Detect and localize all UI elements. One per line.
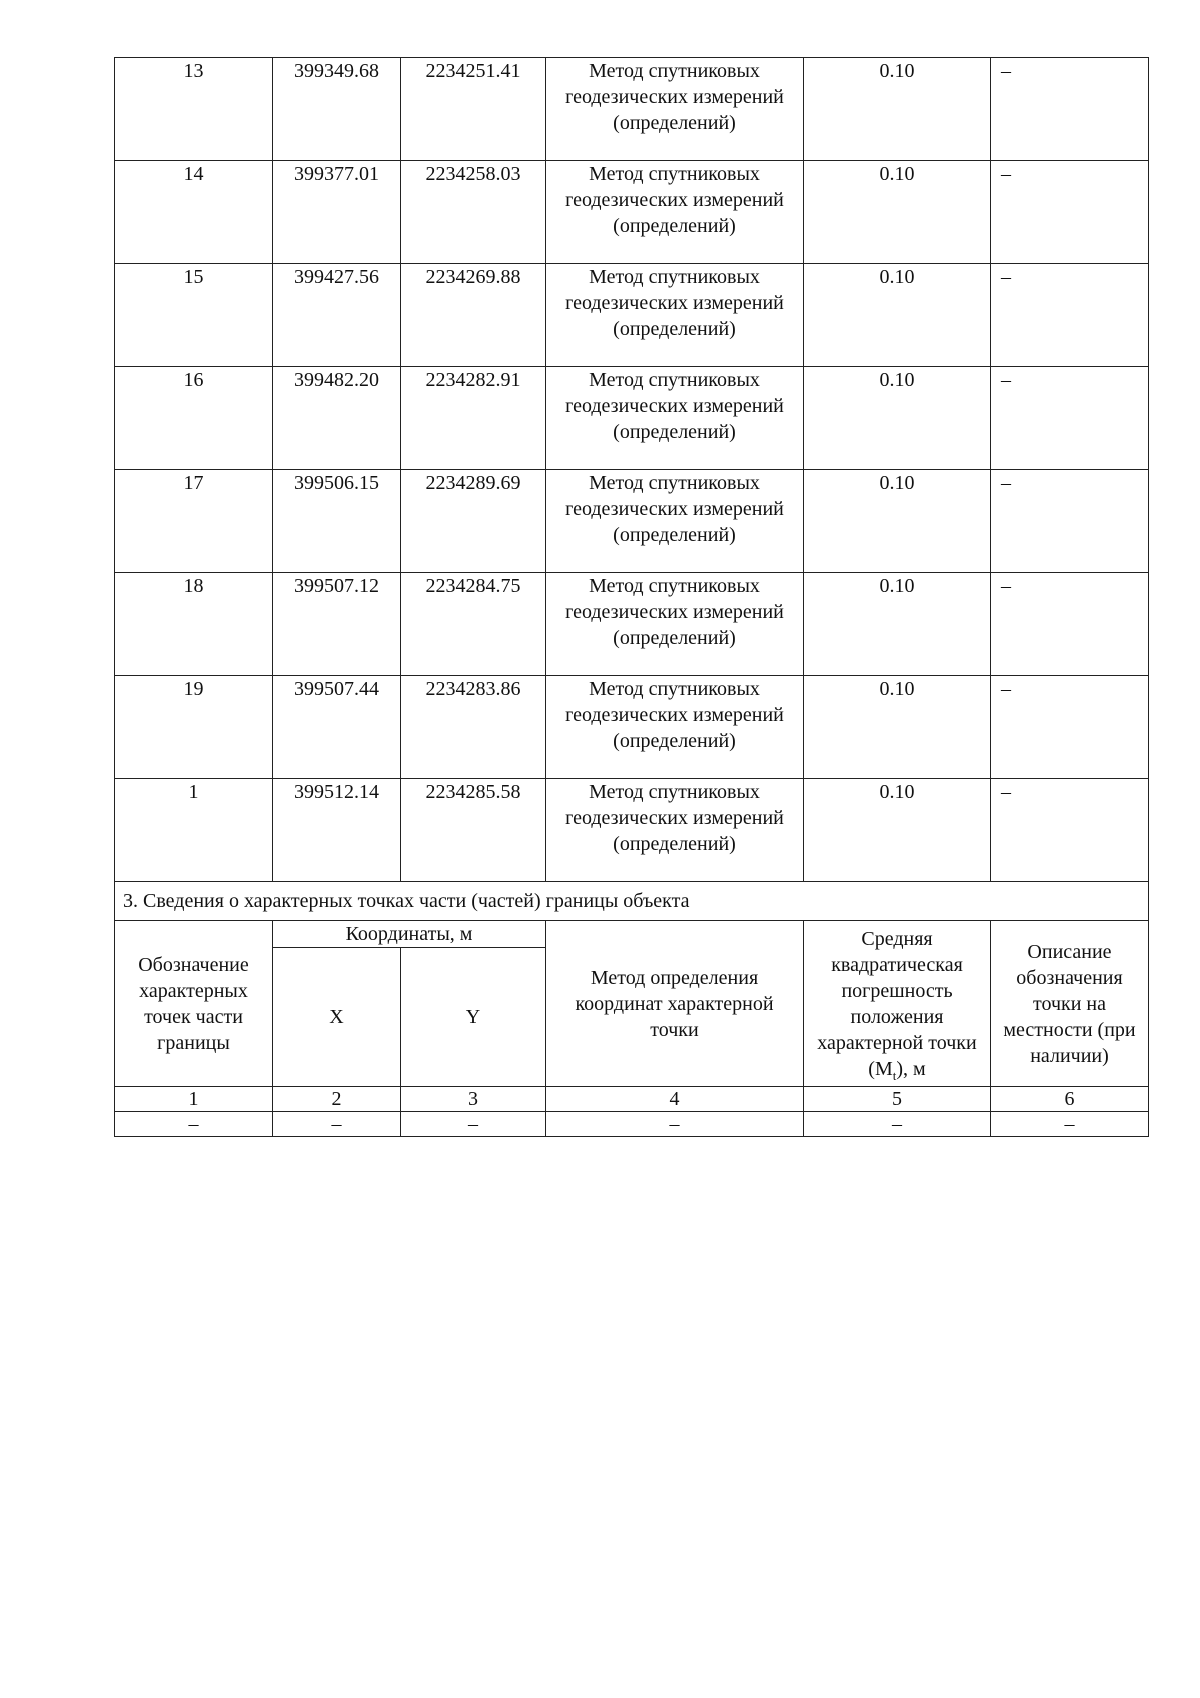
empty-cell: – (115, 1112, 273, 1137)
column-number: 3 (401, 1087, 546, 1112)
table-row (115, 779, 1149, 882)
coord-y: 2234269.88 (401, 264, 546, 367)
column-number: 2 (273, 1087, 401, 1112)
mean-error: 0.10 (804, 161, 991, 264)
method: Метод спутниковых геодезических измерений (определений) (546, 367, 804, 470)
mean-error: 0.10 (804, 676, 991, 779)
header-y: Y (401, 948, 546, 1087)
header-mean-error (804, 921, 991, 1087)
header-mean-error-main: Средняя квадратическая погрешность положения характерной точки (M (817, 927, 977, 1080)
column-number: 5 (804, 1087, 991, 1112)
coord-x: 399506.15 (273, 470, 401, 573)
point-number: 15 (115, 264, 273, 367)
point-description: – (991, 58, 1149, 161)
column-number: 4 (546, 1087, 804, 1112)
header-mean-error-tail: ), м (896, 1057, 926, 1080)
boundary-points-table (114, 57, 1149, 1137)
coord-y: 2234282.91 (401, 367, 546, 470)
coord-y: 2234285.58 (401, 779, 546, 882)
coord-x: 399427.56 (273, 264, 401, 367)
method: Метод спутниковых геодезических измерений (определений) (546, 573, 804, 676)
table-row (115, 58, 1149, 161)
coord-x: 399482.20 (273, 367, 401, 470)
coord-y: 2234251.41 (401, 58, 546, 161)
coord-x: 399507.44 (273, 676, 401, 779)
column-numbers-row (115, 1087, 1149, 1112)
coord-x: 399349.68 (273, 58, 401, 161)
method: Метод спутниковых геодезических измерений (определений) (546, 264, 804, 367)
table-row (115, 676, 1149, 779)
point-description: – (991, 264, 1149, 367)
empty-cell: – (546, 1112, 804, 1137)
table-row (115, 264, 1149, 367)
point-description: – (991, 779, 1149, 882)
empty-cell: – (401, 1112, 546, 1137)
table-row (115, 573, 1149, 676)
empty-cell: – (273, 1112, 401, 1137)
table-row (115, 367, 1149, 470)
header-point: Обозначение характерных точек части границы (115, 921, 273, 1087)
empty-cell: – (804, 1112, 991, 1137)
header-row (115, 921, 1149, 948)
point-number: 1 (115, 779, 273, 882)
coord-y: 2234258.03 (401, 161, 546, 264)
point-number: 14 (115, 161, 273, 264)
point-description: – (991, 470, 1149, 573)
point-description: – (991, 676, 1149, 779)
column-number: 6 (991, 1087, 1149, 1112)
method: Метод спутниковых геодезических измерений (определений) (546, 470, 804, 573)
section-title: 3. Сведения о характерных точках части (частей) границы объекта (115, 882, 1149, 921)
method: Метод спутниковых геодезических измерений (определений) (546, 58, 804, 161)
header-method: Метод определения координат характерной точки (546, 921, 804, 1087)
empty-cell: – (991, 1112, 1149, 1137)
section-title-row (115, 882, 1149, 921)
coord-y: 2234283.86 (401, 676, 546, 779)
table-row (115, 1112, 1149, 1137)
header-x: X (273, 948, 401, 1087)
column-number: 1 (115, 1087, 273, 1112)
mean-error: 0.10 (804, 58, 991, 161)
coord-y: 2234289.69 (401, 470, 546, 573)
table-row (115, 161, 1149, 264)
coord-x: 399377.01 (273, 161, 401, 264)
method: Метод спутниковых геодезических измерений (определений) (546, 676, 804, 779)
header-mean-error-sub: t (892, 1067, 897, 1083)
header-coordinates: Координаты, м (273, 921, 546, 948)
table-row (115, 470, 1149, 573)
mean-error: 0.10 (804, 264, 991, 367)
point-description: – (991, 161, 1149, 264)
method: Метод спутниковых геодезических измерений (определений) (546, 779, 804, 882)
coord-y: 2234284.75 (401, 573, 546, 676)
coord-x: 399507.12 (273, 573, 401, 676)
point-number: 19 (115, 676, 273, 779)
mean-error: 0.10 (804, 779, 991, 882)
coord-x: 399512.14 (273, 779, 401, 882)
point-description: – (991, 573, 1149, 676)
point-number: 17 (115, 470, 273, 573)
mean-error: 0.10 (804, 573, 991, 676)
point-number: 18 (115, 573, 273, 676)
point-rows (115, 58, 1149, 1137)
point-description: – (991, 367, 1149, 470)
mean-error: 0.10 (804, 470, 991, 573)
point-number: 13 (115, 58, 273, 161)
mean-error: 0.10 (804, 367, 991, 470)
method: Метод спутниковых геодезических измерений (определений) (546, 161, 804, 264)
point-number: 16 (115, 367, 273, 470)
header-description: Описание обозначения точки на местности (при наличии) (991, 921, 1149, 1087)
